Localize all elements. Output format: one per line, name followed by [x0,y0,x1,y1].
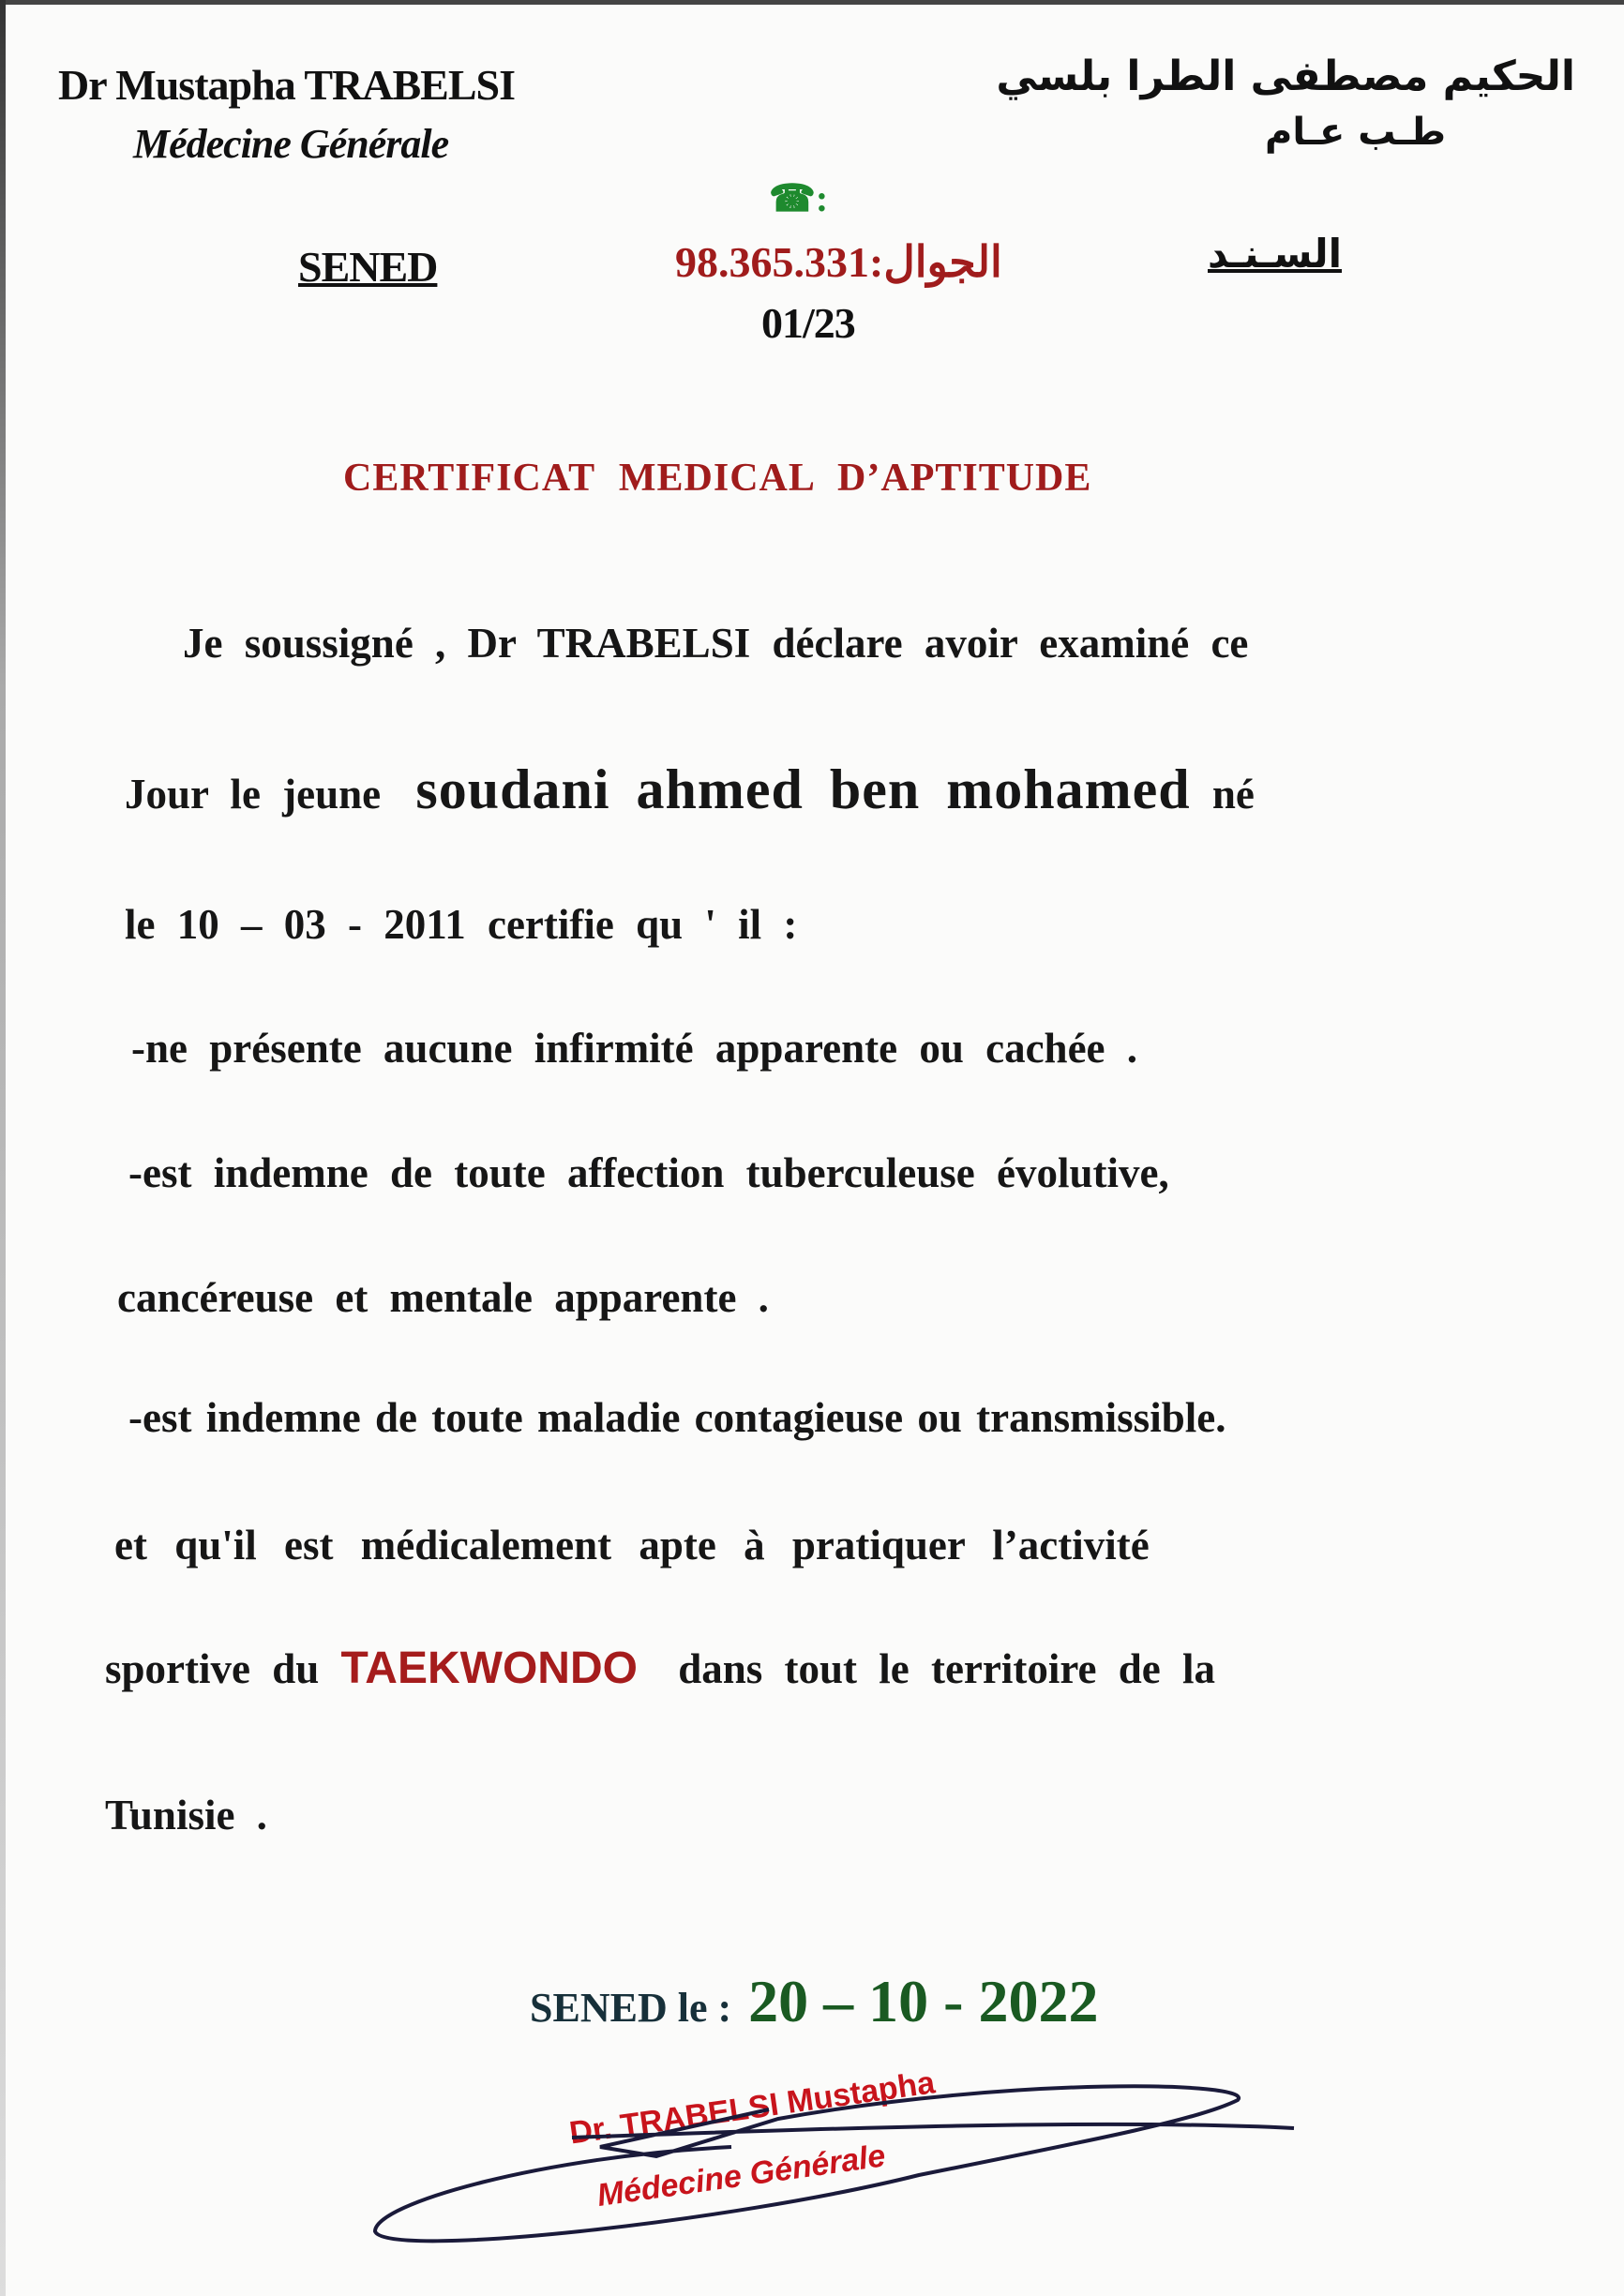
doctor-name-fr: Dr Mustapha TRABELSI [58,61,516,109]
certificate-date: 20 – 10 - 2022 [748,1968,1099,2034]
scan-edge-top [0,0,1624,5]
body-line-7: -est indemne de toute maladie contagieuse ou transmissible. [128,1394,1226,1441]
body-line-2 [125,758,1255,822]
body-line-1: Je soussigné , Dr TRABELSI déclare avoir examiné ce [183,620,1249,667]
patient-name: soudani ahmed ben mohamed [415,758,1191,820]
stamp-line-2: Médecine Générale [594,2138,888,2214]
line9-suffix: dans tout le territoire de la [678,1645,1216,1692]
reference-number: 01/23 [761,299,855,347]
line2-prefix: Jour le jeune [125,771,382,818]
doctor-name-ar: الحكيم مصطفى الطرا بلسي [996,53,1575,100]
body-line-3: le 10 – 03 - 2011 certifie qu ' il : [125,901,798,948]
date-line [530,1967,1098,2036]
line9-prefix: sportive du [105,1645,320,1692]
phone-label: ☎: [769,177,829,219]
phone-number [675,236,1002,287]
scan-edge-left [0,0,6,2296]
body-line-4: -ne présente aucune infirmité apparente ou cachée . [131,1025,1138,1072]
place-label: SENED le : [530,1985,732,2031]
sport-name: TAEKWONDO [340,1643,638,1693]
signature-stamp [356,2063,1341,2250]
telephone-icon: ☎ [769,177,816,219]
body-line-5: -est indemne de toute affection tuberculeuse évolutive, [128,1149,1169,1196]
body-line-9 [105,1643,1215,1694]
phone-number-text: 98.365.331:الجوال [675,238,1002,286]
certificate-title: CERTIFICAT MEDICAL D’APTITUDE [343,457,1092,500]
body-line-8: et qu'il est médicalement apte à pratiquer l’activité [114,1522,1150,1568]
specialty-ar: طـب عـام [1265,111,1446,154]
city-fr: SENED [298,243,438,291]
body-line-6: cancéreuse et mentale apparente . [117,1274,769,1321]
city-ar: السـنـد [1208,231,1343,277]
specialty-fr: Médecine Générale [133,121,449,167]
line2-suffix: né [1211,771,1255,818]
stamp-line-1: Dr. TRABELSI Mustapha [566,2064,938,2152]
body-line-10: Tunisie . [105,1792,267,1838]
